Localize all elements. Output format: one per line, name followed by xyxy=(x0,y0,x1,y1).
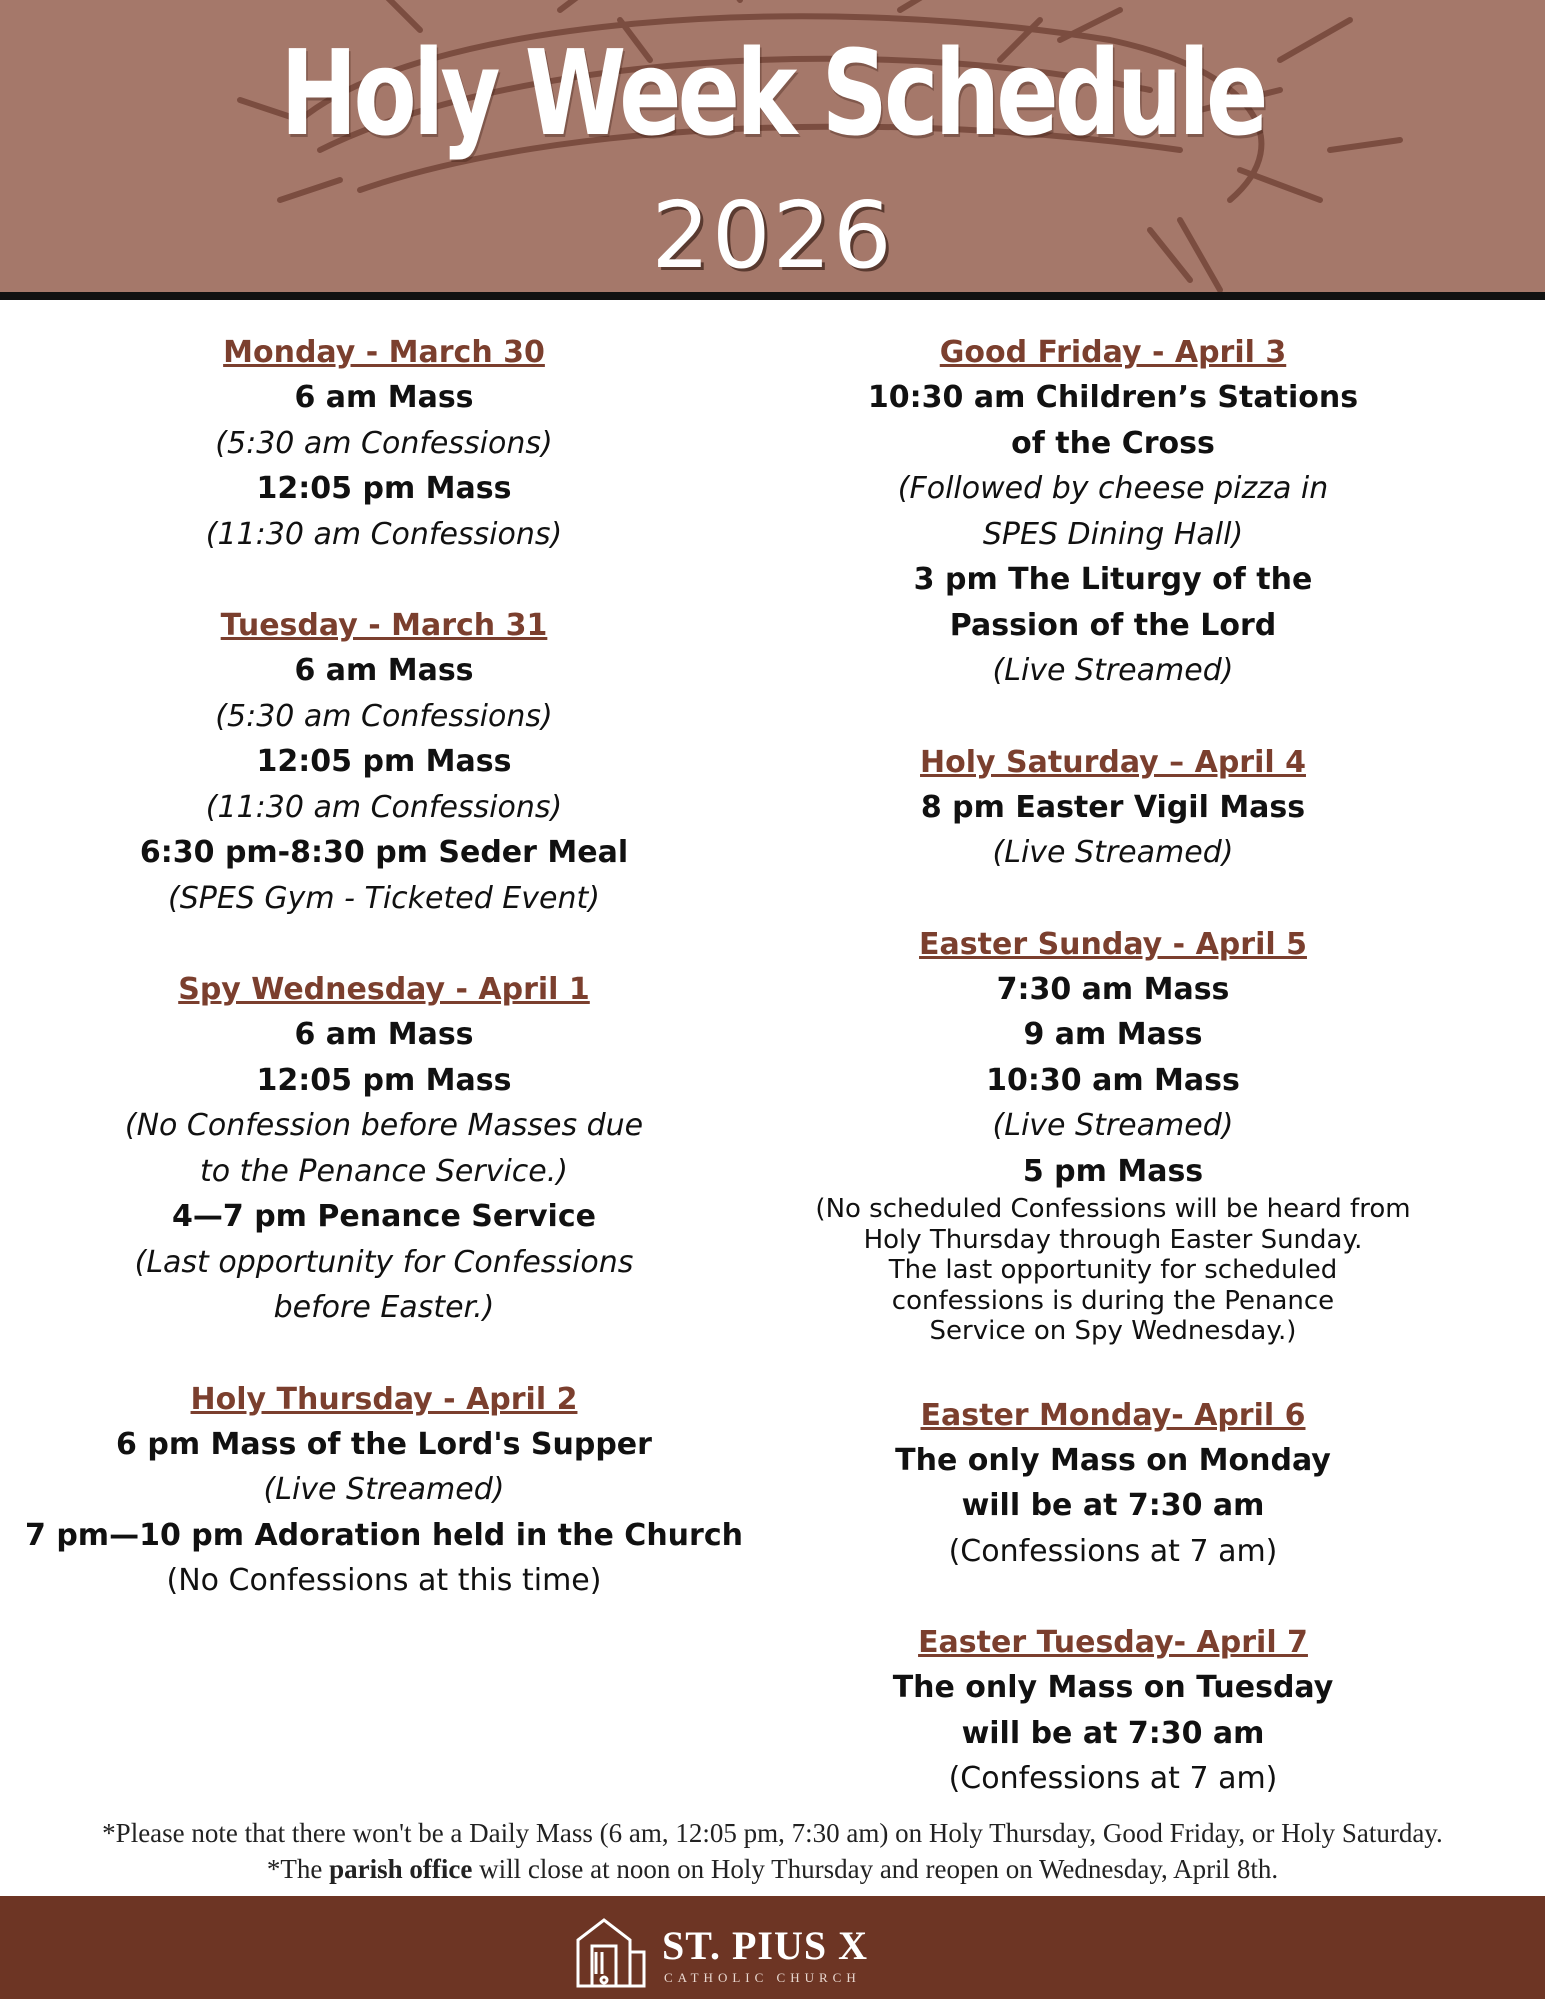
page-year: 2026 xyxy=(651,182,894,289)
footer-bar xyxy=(0,1896,1545,1999)
schedule-line: (Live Streamed) xyxy=(263,1472,505,1507)
schedule-line: will be at 7:30 am xyxy=(961,1715,1265,1751)
schedule-line: (Followed by cheese pizza in xyxy=(897,471,1329,506)
day-heading: Good Friday - April 3 xyxy=(939,335,1287,370)
schedule-line: The only Mass on Monday xyxy=(895,1442,1331,1478)
day-heading: Holy Saturday – April 4 xyxy=(920,744,1306,780)
day-section-tuesday xyxy=(0,603,768,921)
schedule-line: 6:30 pm-8:30 pm Seder Meal xyxy=(139,835,629,870)
schedule-line: to the Penance Service.) xyxy=(200,1153,568,1189)
schedule-line: will be at 7:30 am xyxy=(961,1488,1265,1523)
schedule-line: (Confessions at 7 am) xyxy=(948,1761,1278,1796)
church-subtitle: CATHOLIC CHURCH xyxy=(664,1970,861,1985)
schedule-line: 6 am Mass xyxy=(294,1017,474,1052)
footnote-suffix: will close at noon on Holy Thursday and reopen on Wednesday, April 8th. xyxy=(472,1854,1279,1884)
day-heading: Spy Wednesday - April 1 xyxy=(178,972,590,1007)
day-heading: Easter Sunday - April 5 xyxy=(919,926,1307,962)
schedule-line: (11:30 am Confessions) xyxy=(205,789,563,825)
footnote-daily-mass: *Please note that there won't be a Daily Mass (6 am, 12:05 pm, 7:30 am) on Holy Thursday, Good Friday, or Holy Saturday. xyxy=(102,1818,1443,1848)
footnotes xyxy=(0,1815,1545,1887)
schedule-line: 3 pm The Liturgy of the xyxy=(913,562,1313,597)
schedule-line: (11:30 am Confessions) xyxy=(205,516,563,552)
footnote-parish-office xyxy=(0,1851,1545,1887)
schedule-line: (No Confession before Masses due xyxy=(124,1108,644,1143)
church-logo xyxy=(570,1908,900,1988)
day-section-holy-saturday xyxy=(770,740,1456,876)
left-column xyxy=(0,330,768,1650)
schedule-line: 6 am Mass xyxy=(294,653,474,688)
schedule-line: (Last opportunity for Confessions xyxy=(134,1244,634,1280)
schedule-line: The only Mass on Tuesday xyxy=(892,1670,1334,1705)
schedule-line: (5:30 am Confessions) xyxy=(215,425,553,461)
schedule-line: 8 pm Easter Vigil Mass xyxy=(920,789,1306,825)
day-heading: Tuesday - March 31 xyxy=(220,608,548,643)
schedule-line: Passion of the Lord xyxy=(949,607,1277,643)
schedule-line: 5 pm Mass xyxy=(1022,1153,1204,1189)
schedule-line: 6 am Mass xyxy=(294,380,474,415)
schedule-line: 7:30 am Mass xyxy=(996,971,1230,1007)
schedule-line: (Live Streamed) xyxy=(992,1108,1234,1143)
schedule-line: 9 am Mass xyxy=(1023,1017,1203,1052)
day-heading: Easter Tuesday- April 7 xyxy=(918,1625,1308,1660)
schedule-line: (Live Streamed) xyxy=(992,653,1234,688)
schedule-note: Holy Thursday through Easter Sunday. xyxy=(863,1224,1363,1255)
schedule-line: 4—7 pm Penance Service xyxy=(172,1199,596,1234)
schedule-line: 12:05 pm Mass xyxy=(256,744,512,779)
schedule-line: 7 pm—10 pm Adoration held in the Church xyxy=(25,1517,743,1553)
day-section-holy-thursday xyxy=(0,1377,768,1604)
schedule-note: The last opportunity for scheduled xyxy=(888,1255,1338,1285)
schedule-note: confessions is during the Penance xyxy=(891,1285,1335,1316)
header-divider xyxy=(0,292,1545,300)
day-section-easter-monday xyxy=(770,1393,1456,1575)
schedule-line: before Easter.) xyxy=(273,1290,495,1325)
parish-office-text: parish office xyxy=(329,1854,473,1884)
church-name: ST. PIUS X xyxy=(662,1923,868,1968)
day-section-good-friday xyxy=(770,330,1456,694)
schedule-line: (SPES Gym - Ticketed Event) xyxy=(168,880,600,916)
footnote-prefix: *The xyxy=(266,1854,330,1884)
day-heading: Easter Monday- April 6 xyxy=(920,1397,1306,1433)
schedule-line: 10:30 am Children’s Stations xyxy=(867,380,1359,415)
schedule-line: 12:05 pm Mass xyxy=(256,471,512,506)
schedule-line: (Live Streamed) xyxy=(992,835,1234,870)
schedule-line: of the Cross xyxy=(1011,425,1215,461)
day-heading: Monday - March 30 xyxy=(223,335,545,370)
schedule-line: SPES Dining Hall) xyxy=(982,516,1244,552)
schedule-line: 10:30 am Mass xyxy=(986,1062,1240,1098)
day-section-easter-sunday xyxy=(770,922,1456,1347)
day-section-spy-wednesday xyxy=(0,967,768,1331)
page-title: Holy Week Schedule xyxy=(280,24,1265,162)
schedule-note: (No scheduled Confessions will be heard from xyxy=(815,1194,1411,1224)
day-section-easter-tuesday xyxy=(770,1620,1456,1802)
right-column xyxy=(770,330,1456,1848)
header-banner xyxy=(0,0,1545,292)
schedule-line: (Confessions at 7 am) xyxy=(948,1533,1278,1569)
schedule-note: Service on Spy Wednesday.) xyxy=(929,1316,1297,1346)
schedule-line: (5:30 am Confessions) xyxy=(215,698,553,734)
schedule-line: 12:05 pm Mass xyxy=(256,1062,512,1098)
day-heading: Holy Thursday - April 2 xyxy=(190,1381,578,1417)
schedule-line: 6 pm Mass of the Lord's Supper xyxy=(116,1426,652,1462)
church-tower-icon xyxy=(570,1912,650,1988)
schedule-line: (No Confessions at this time) xyxy=(166,1563,602,1598)
day-section-monday xyxy=(0,330,768,557)
